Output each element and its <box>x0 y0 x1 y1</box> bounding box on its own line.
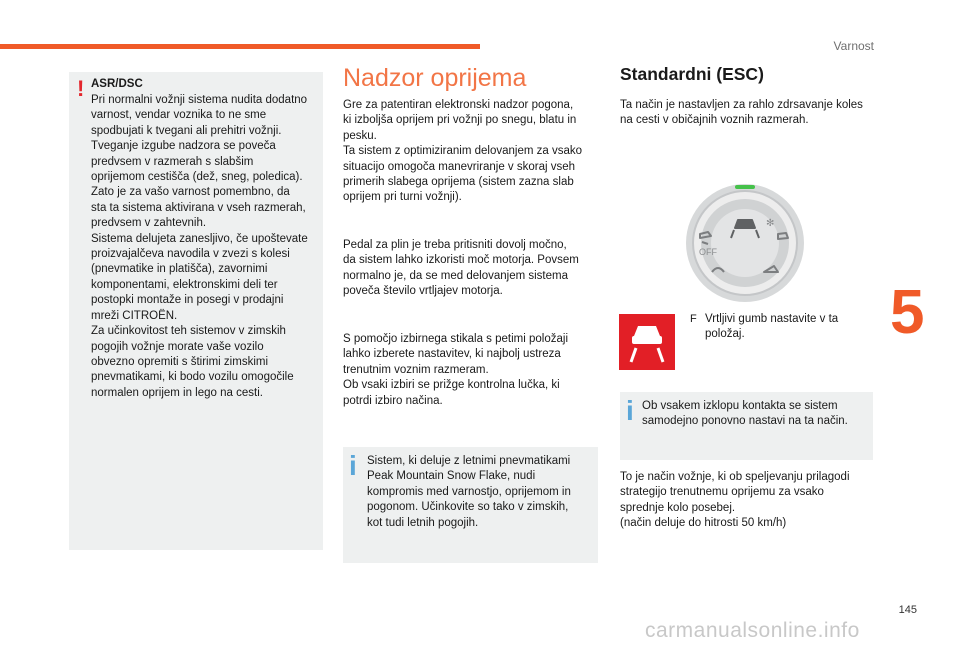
warning-text: Pri normalni vožnji sistema nudita dodatno varnost, vendar voznika to ne sme spodbujati k tvegani ali prehitri vožnji. Tveganje izgube nadzora se poveča predvsem v razmerah s slabšim oprijemom cestišča (dež, sneg, poledica). Zato je za vašo varnost pomembno, da sta ta sistema aktivirana v vseh razmerah, predvsem v zahtevnih. Sistema delujeta zanesljivo, če upoštevate proizvajalčeva navodila v zvezi s kolesi (pnevmatike in platišča), zavornimi komponentami, elektronskimi deli ter postopki montaže in posegi v prodajni mreži CITROËN. Za učinkovitost teh sistemov v zimskih pogojih vožnje morate vaše vozilo obvezno opremiti s štirimi zimskimi pnevmatikami, ki bodo vozilu omogočile normalen oprijem in lego na cesti. <box>91 94 308 399</box>
paragraph-accelerator: Pedal za plin je treba pritisniti dovolj močno, da sistem lahko izkoristi moč motorja. Povsem normalno je, da se med delovanjem sistema poveča število vrtljajev motorja. <box>343 239 579 298</box>
warning-title: ASR/DSC <box>91 78 143 90</box>
info-icon: i <box>349 450 357 481</box>
svg-text:✻: ✻ <box>766 218 775 229</box>
heading-standard-esc: Standardni (ESC) <box>620 64 764 84</box>
esc-mode-icon <box>619 314 675 370</box>
heading-traction-control: Nadzor oprijema <box>343 64 527 92</box>
knob-off-label: OFF <box>699 247 717 257</box>
info-text-reset: Ob vsakem izklopu kontakta se sistem samodejno ponovno nastavi na ta način. <box>642 400 848 428</box>
info-icon: i <box>626 395 634 426</box>
paragraph-selector: S pomočjo izbirnega stikala s petimi položaji lahko izberete nastavitev, ki najbolj ustreza trenutnim voznim razmeram. Ob vsaki izbiri se prižge kontrolna lučka, ki potrdi izbiro načina. <box>343 333 568 407</box>
warning-icon: ! <box>77 76 85 101</box>
chapter-number: 5 <box>890 278 925 347</box>
info-text-tyres: Sistem, ki deluje z letnimi pnevmatikami Peak Mountain Snow Flake, nudi kompromis med varnostjo, oprijemom in pogonom. Učinkovite so tako v zimskih, kot tudi letnih pogojih. <box>367 455 571 529</box>
paragraph-intro: Gre za patentiran elektronski nadzor pogona, ki izboljša oprijem pri vožnji po snegu, blatu in pesku. Ta sistem z optimiziranim delovanjem za vsako situacijo omogoča manevriranje v skoraj vseh primerih slabega oprijema (sistem zazna slab oprijem pri turni vožnji). <box>343 99 583 204</box>
page-number: 145 <box>898 604 917 616</box>
section-title: Varnost <box>833 39 874 53</box>
paragraph-standard: Ta način je nastavljen za rahlo zdrsavanje koles na cesti v običajnih voznih razmerah. <box>620 99 863 127</box>
mode-selector-knob-icon <box>684 182 806 304</box>
top-accent-bar <box>0 44 480 49</box>
watermark: carmanualsonline.info <box>645 619 860 642</box>
paragraph-strategy: To je način vožnje, ki ob speljevanju prilagodi strategijo trenutnemu oprijemu za vsako sprednje kolo posebej. (način deluje do hitrosti 50 km/h) <box>620 471 850 530</box>
bullet-marker: F <box>690 313 697 325</box>
bullet-instruction: Vrtljivi gumb nastavite v ta položaj. <box>705 313 839 341</box>
